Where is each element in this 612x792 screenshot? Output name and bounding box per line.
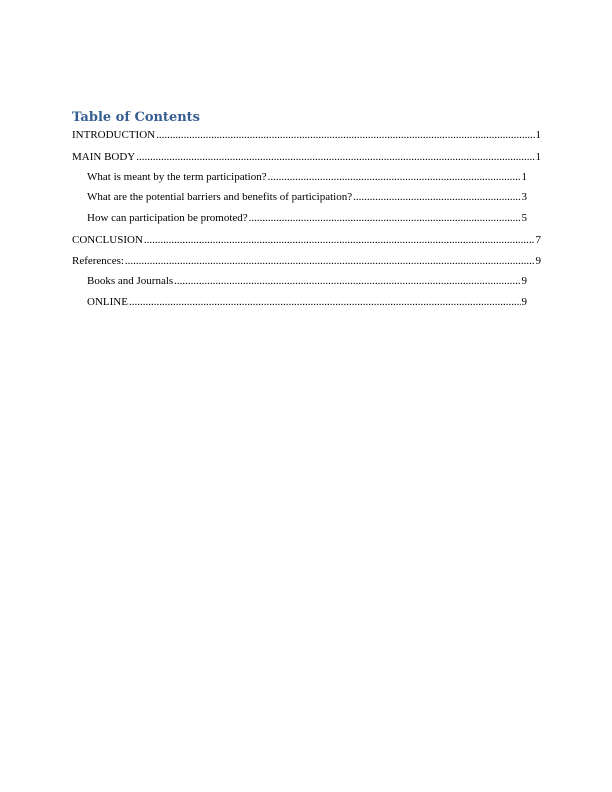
toc-entry-page: 3: [521, 191, 527, 203]
toc-entry-promoting-participation[interactable]: [87, 211, 527, 225]
toc-entry-barriers-and-benefits[interactable]: [87, 190, 527, 204]
toc-entry-page: 1: [535, 151, 541, 163]
toc-leader-dots: [129, 295, 521, 309]
toc-entry-books-and-journals[interactable]: [87, 274, 527, 288]
toc-leader-dots: [174, 274, 520, 288]
toc-entry-label: MAIN BODY: [72, 151, 136, 163]
toc-entry-meaning-of-participation[interactable]: [87, 170, 527, 184]
toc-entry-page: 9: [521, 296, 527, 308]
toc-leader-dots: [249, 211, 521, 225]
toc-entry-conclusion[interactable]: [72, 233, 541, 247]
toc-leader-dots: [268, 170, 521, 184]
toc-entry-references[interactable]: [72, 254, 541, 268]
toc-leader-dots: [156, 128, 534, 142]
toc-entry-label: How can participation be promoted?: [87, 212, 248, 224]
toc-entry-main-body[interactable]: [72, 150, 541, 164]
toc-leader-dots: [144, 233, 535, 247]
toc-entry-label: References:: [72, 255, 124, 267]
toc-entry-introduction[interactable]: [72, 128, 541, 142]
toc-entry-page: 5: [521, 212, 527, 224]
toc-title: Table of Contents: [72, 110, 200, 125]
toc-entry-label: CONCLUSION: [72, 234, 143, 246]
toc-entry-page: 1: [521, 171, 527, 183]
toc-entry-page: 7: [535, 234, 541, 246]
toc-entry-page: 1: [535, 129, 541, 141]
toc-entry-online[interactable]: [87, 295, 527, 309]
toc-entry-label: What is meant by the term participation?: [87, 171, 267, 183]
toc-leader-dots: [136, 150, 534, 164]
toc-entry-label: What are the potential barriers and benefits of participation?: [87, 191, 353, 203]
toc-entry-label: ONLINE: [87, 296, 128, 308]
toc-entry-label: Books and Journals: [87, 275, 174, 287]
toc-leader-dots: [125, 254, 535, 268]
toc-entry-page: 9: [535, 255, 541, 267]
toc-entry-label: INTRODUCTION: [72, 129, 156, 141]
toc-entry-page: 9: [521, 275, 527, 287]
toc-leader-dots: [353, 190, 520, 204]
